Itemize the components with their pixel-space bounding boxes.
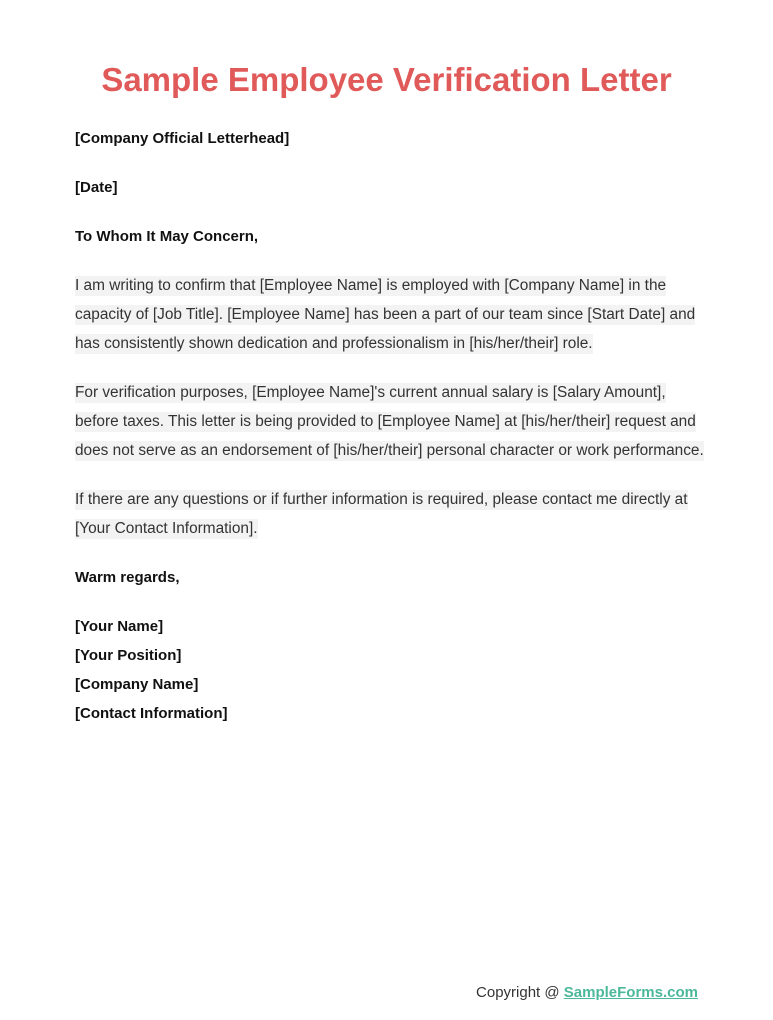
letterhead: [Company Official Letterhead] (75, 130, 290, 147)
paragraph-employment-text: I am writing to confirm that [Employee Name] is employed with [Company Name] in the capacity of [Job Title]. [Employee Name] has been a part of our team since [Start Date] and has consistently shown dedication and professionalism in [his/her/their] role. (75, 277, 696, 352)
copyright-text: Copyright @ (476, 984, 560, 1001)
signature-contact: [Contact Information] (75, 705, 228, 722)
paragraph-salary-text: For verification purposes, [Employee Name]'s current annual salary is [Salary Amount], before taxes. This letter is being provided to [Employee Name] at [his/her/their] request and does not serve as an endorsement of [his/her/their] personal character or work performance. (75, 384, 704, 459)
paragraph-contact (75, 485, 705, 543)
paragraph-employment (75, 271, 705, 358)
signature-name: [Your Name] (75, 618, 164, 635)
salutation: To Whom It May Concern, (75, 228, 259, 245)
page-title: Sample Employee Verification Letter (101, 61, 672, 98)
signature-position: [Your Position] (75, 647, 182, 664)
brand-link[interactable]: SampleForms.com (563, 984, 698, 1001)
letter-date: [Date] (75, 179, 118, 196)
closing: Warm regards, (75, 569, 180, 586)
signature-company: [Company Name] (75, 676, 199, 693)
footer (476, 981, 698, 1005)
paragraph-contact-text: If there are any questions or if further information is required, please contact me directly at [Your Contact Information]. (75, 491, 688, 537)
paragraph-salary (75, 378, 705, 465)
letter-body (75, 124, 705, 728)
signature-block (75, 612, 705, 728)
